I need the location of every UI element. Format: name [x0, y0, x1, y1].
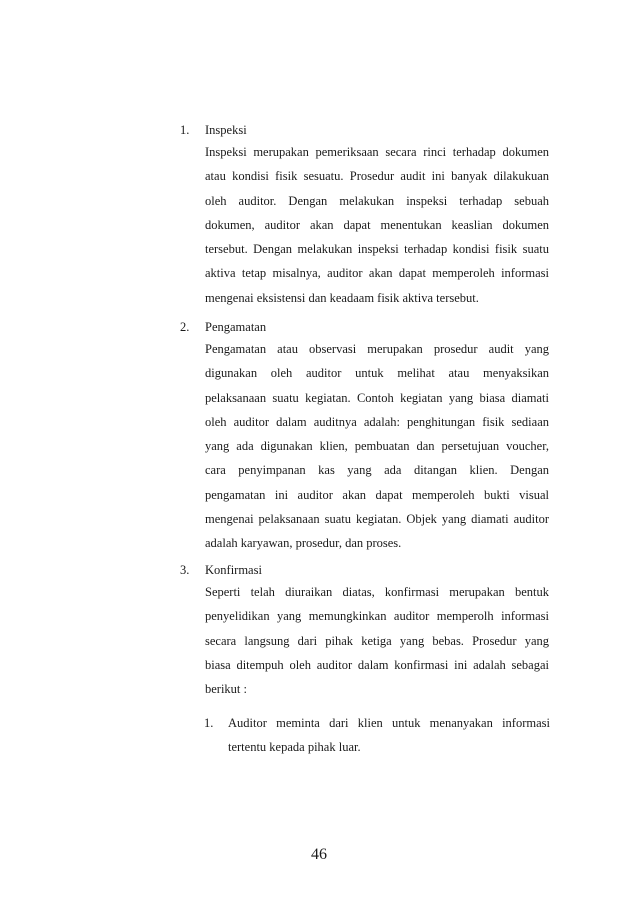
- paragraph-line: oleh auditor. Dengan melakukan inspeksi terhadap sebuah: [205, 193, 549, 208]
- section-paragraph: [205, 337, 549, 556]
- section-heading: [180, 562, 550, 578]
- section-number: 2.: [180, 320, 190, 334]
- sub-item-number: 1.: [204, 716, 214, 730]
- paragraph-line: digunakan oleh auditor untuk melihat atau menyaksikan: [205, 366, 549, 381]
- paragraph-line: berikut :: [205, 682, 248, 697]
- paragraph-line: biasa ditempuh oleh auditor dalam konfirmasi ini adalah sebagai: [205, 657, 549, 672]
- section-title: Inspeksi: [205, 123, 247, 137]
- paragraph-line: mengenai pelaksanaan suatu kegiatan. Objek yang diamati auditor: [205, 512, 549, 527]
- section-heading: [180, 122, 550, 138]
- section-konfirmasi: [180, 562, 550, 701]
- paragraph-line: aktiva tetap misalnya, auditor akan dapat memperoleh informasi: [205, 266, 549, 281]
- paragraph-line: pelaksanaan suatu kegiatan. Contoh kegiatan yang biasa diamati: [205, 390, 549, 405]
- page-number: 46: [311, 846, 327, 863]
- section-number: 1.: [180, 123, 190, 137]
- paragraph-line: atau kondisi fisik sesuatu. Prosedur audit ini banyak dilakukuan: [205, 169, 549, 184]
- sub-item-text: [228, 711, 550, 760]
- paragraph-line: dokumen, auditor akan dapat menentukan keaslian dokumen: [205, 217, 549, 232]
- paragraph-line: oleh auditor dalam auditnya adalah: penghitungan fisik sediaan: [205, 414, 549, 429]
- paragraph-line: Inspeksi merupakan pemeriksaan secara rinci terhadap dokumen: [205, 145, 549, 159]
- paragraph-line: secara langsung dari pihak ketiga yang bebas. Prosedur yang: [205, 633, 549, 648]
- paragraph-line: yang ada digunakan klien, pembuatan dan persetujuan voucher,: [205, 439, 549, 454]
- paragraph-line: Auditor meminta dari klien untuk menanyakan informasi: [228, 716, 550, 730]
- paragraph-line: mengenai eksistensi dan keadaam fisik aktiva tersebut.: [205, 290, 479, 305]
- paragraph-line: tersebut. Dengan melakukan inspeksi terhadap kondisi fisik suatu: [205, 242, 549, 257]
- section-paragraph: [205, 140, 549, 310]
- paragraph-line: pengamatan ini auditor akan dapat memperoleh bukti visual: [205, 487, 549, 502]
- section-heading: [180, 319, 550, 335]
- paragraph-line: tertentu kepada pihak luar.: [228, 740, 361, 755]
- section-title: Konfirmasi: [205, 563, 262, 577]
- section-pengamatan: [180, 319, 550, 556]
- section-title: Pengamatan: [205, 320, 267, 334]
- paragraph-line: Pengamatan atau observasi merupakan prosedur audit yang: [205, 342, 549, 356]
- paragraph-line: penyelidikan yang memungkinkan auditor memperolh informasi: [205, 609, 549, 624]
- sub-list-item: [204, 711, 550, 760]
- section-inspeksi: [180, 122, 550, 310]
- section-paragraph: [205, 580, 549, 701]
- paragraph-line: adalah karyawan, prosedur, dan proses.: [205, 536, 402, 551]
- paragraph-line: Seperti telah diuraikan diatas, konfirmasi merupakan bentuk: [205, 585, 549, 599]
- section-number: 3.: [180, 563, 190, 577]
- paragraph-line: cara penyimpanan kas yang ada ditangan klien. Dengan: [205, 463, 549, 478]
